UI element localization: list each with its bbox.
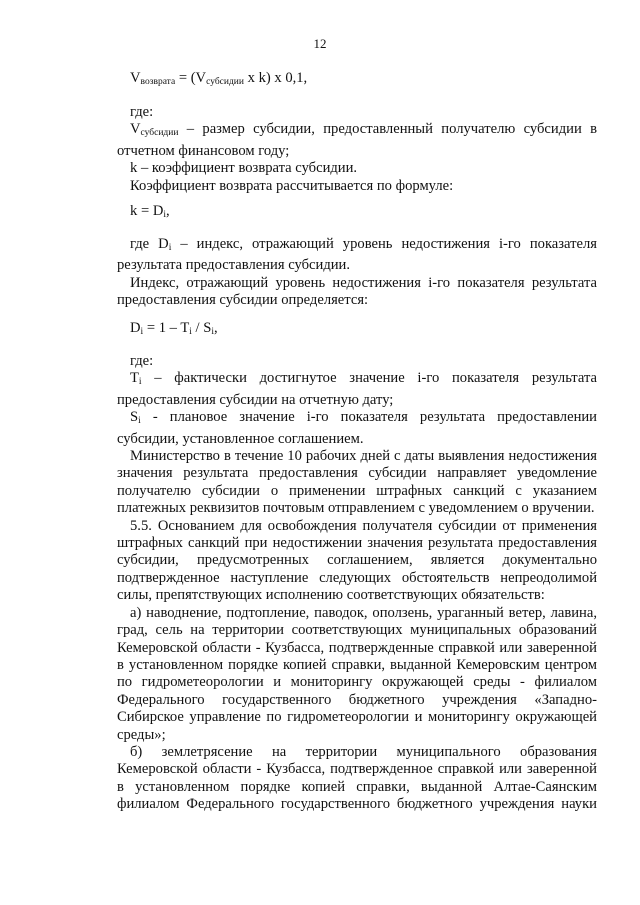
definition-v-subsidy: $V_{субсидии}$ – размер субсидии, предоставленный получателю субсидии в отчетном финансовом году; xyxy=(117,121,597,159)
definitions-block-2 xyxy=(117,236,597,310)
index-intro: Индекс, отражающий уровень недостижения i-го показателя результата предоставления субсидии определяется: xyxy=(117,274,597,309)
coefficient-intro: Коэффициент возврата рассчитывается по формуле: xyxy=(130,177,454,194)
formula-v-return: $V_{возврата} = (V_{субсидии}$ x k) x 0,1, xyxy=(130,70,308,87)
ministry-paragraph: Министерство в течение 10 рабочих дней с даты выявления недостижения значения результата предоставления субсидии направляет уведомление получателю субсидии о применении штрафных санкций с указанием платежных реквизитов почтовым отправлением с уведомлением о вручении. xyxy=(117,448,597,517)
definition-ti: $T_i$ – фактически достигнутое значение i-го показателя результата предоставления субсидии на отчетную дату; xyxy=(117,370,597,408)
formula-k: $k = D_i$, xyxy=(130,203,170,220)
definition-si: $S_i$ - плановое значение i-го показателя результата предоставлении субсидии, установленное соглашением. xyxy=(117,409,597,447)
where-label: где: xyxy=(130,104,154,120)
page-number: 12 xyxy=(313,36,327,51)
definition-di: где $D_i$ – индекс, отражающий уровень недостижения i-го показателя результата предоставления субсидии. xyxy=(117,236,597,274)
definitions-block-1 xyxy=(117,104,597,195)
force-majeure-item-b: б) землетрясение на территории муниципального образования Кемеровской области - Кузбасса, подтвержденное справкой или заверенной в установленном порядке копией справки, выданной Алтае-Саянским филиалом Федерального государственного бюджетного учреждения науки xyxy=(117,743,597,813)
paragraph-5-5: 5.5. Основанием для освобождения получателя субсидии от применения штрафных санкций при недостижении значения результата предоставления субсидии, предусмотренных соглашением, является документально подтвержденное наступление следующих обстоятельств непреодолимой силы, препятствующих исполнению соответствующих обязательств: xyxy=(117,517,597,604)
main-text-block xyxy=(117,353,597,814)
formula-di: $D_i = 1 - T_i / S_i$, xyxy=(130,320,218,337)
force-majeure-item-a: а) наводнение, подтопление, паводок, оползень, ураганный ветер, лавина, град, сель на территории соответствующих муниципальных образований Кемеровской области - Кузбасса, подтвержденные справкой или заверенной в установленном порядке копией справки, выданной Кемеровским центром по гидрометеорологии и мониторингу окружающей среды - филиалом Федерального государственного бюджетного учреждения «Западно-Сибирское управление по гидрометеорологии и мониторингу окружающей среды»; xyxy=(117,604,597,743)
definition-k: k – коэффициент возврата субсидии. xyxy=(130,160,358,177)
where-label: где: xyxy=(130,353,154,369)
